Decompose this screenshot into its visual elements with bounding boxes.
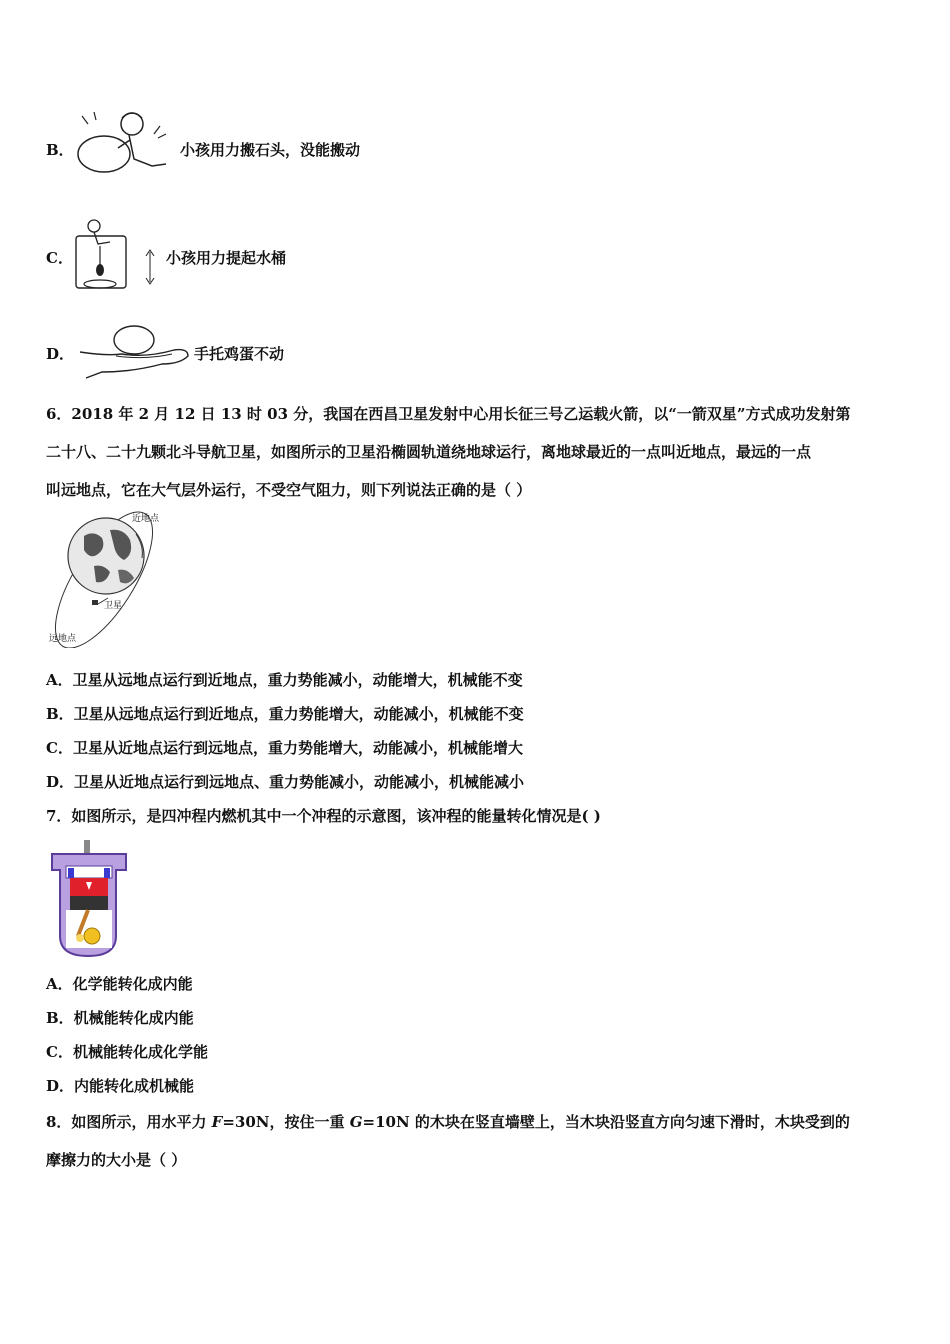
q5-option-b-letter: B． [46,141,74,159]
q8-stem-line2: 摩擦力的大小是（ ） [46,1151,187,1169]
q5-option-d-letter: D． [46,345,75,363]
child-lifting-bucket-figure [70,218,162,294]
q5-option-c-letter: C． [46,249,73,267]
q7-option-d: D．内能转化成机械能 [46,1077,195,1095]
q7-option-c: C．机械能转化成化学能 [46,1043,208,1061]
q8-var-f: F [211,1113,223,1131]
hand-holding-egg-figure [76,320,192,382]
q7-stem: 7．如图所示，是四冲程内燃机其中一个冲程的示意图，该冲程的能量转化情况是( ) [46,807,601,825]
q5-option-d-text: 手托鸡蛋不动 [194,345,285,363]
q8-stem-weight: =10N 的木块在竖直墙壁上，当木块沿竖直方向匀速下滑时，木块受到的 [362,1113,850,1131]
q7-option-a: A．化学能转化成内能 [46,975,193,993]
q8-stem-line1 [46,1112,850,1132]
q8-var-g: G [349,1113,363,1131]
q6-stem-line1: 6．2018 年 2 月 12 日 13 时 03 分，我国在西昌卫星发射中心用长征三号乙运载火箭，以“一箭双星”方式成功发射第 [46,405,851,423]
perigee-label: 近地点 [132,514,160,524]
engine-stroke-figure [48,840,130,960]
child-pushing-stone-figure [74,104,174,178]
q6-stem-line3: 叫远地点，它在大气层外运行，不受空气阻力，则下列说法正确的是（ ） [46,481,532,499]
satellite-orbit-figure [44,508,174,648]
q5-option-b-text: 小孩用力搬石头，没能搬动 [180,141,361,159]
apogee-label: 远地点 [49,634,77,644]
q5-option-c-text: 小孩用力提起水桶 [166,249,287,267]
q6-stem-line2: 二十八、二十九颗北斗导航卫星，如图所示的卫星沿椭圆轨道绕地球运行，离地球最近的一点叫近地点，最远的一点 [46,443,812,461]
q6-option-a: A．卫星从远地点运行到近地点，重力势能减小，动能增大，机械能不变 [46,671,523,689]
q8-stem-pre: 8．如图所示，用水平力 [46,1113,212,1131]
q6-option-c: C．卫星从近地点运行到远地点，重力势能增大，动能减小，机械能增大 [46,739,523,757]
q6-option-d: D．卫星从近地点运行到远地点、重力势能减小，动能减小，机械能减小 [46,773,525,791]
q6-option-b: B．卫星从远地点运行到近地点，重力势能增大，动能减小，机械能不变 [46,705,524,723]
q8-stem-force: =30N，按住一重 [222,1113,350,1131]
q7-option-b: B．机械能转化成内能 [46,1009,194,1027]
satellite-label: 卫星 [104,601,123,611]
